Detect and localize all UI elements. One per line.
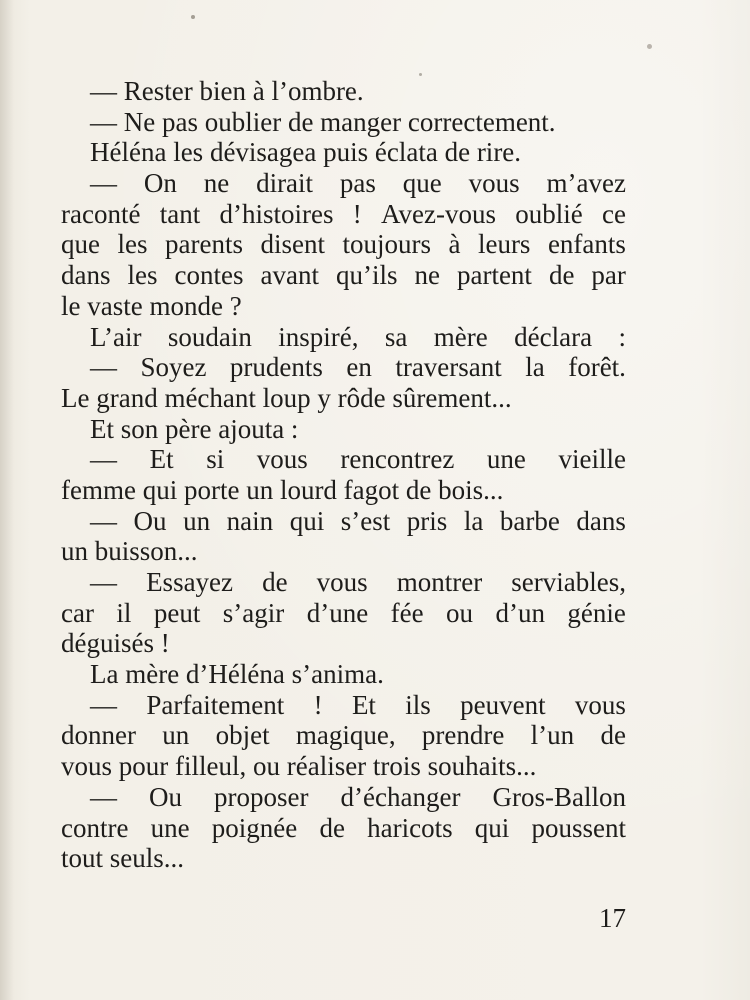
text-line: vous pour filleul, ou réaliser trois souhaits... xyxy=(61,751,537,782)
text-line: donner un objet magique, prendre l’un de xyxy=(61,720,626,751)
text-line: — Rester bien à l’ombre. xyxy=(90,76,364,106)
text-line: que les parents disent toujours à leurs enfants xyxy=(61,229,626,260)
text-line: car il peut s’agir d’une fée ou d’un génie xyxy=(61,597,626,628)
text-line: le vaste monde ? xyxy=(61,290,242,321)
text-line: un buisson... xyxy=(61,536,198,567)
text-line: contre une poignée de haricots qui poussent xyxy=(61,812,626,843)
text-line: raconté tant d’histoires ! Avez-vous oublié ce xyxy=(61,198,626,229)
text-line: — Et si vous rencontrez une vieille xyxy=(90,444,626,475)
text-line: dans les contes avant qu’ils ne partent de par xyxy=(61,260,626,291)
page-body-text xyxy=(61,76,626,874)
text-line: femme qui porte un lourd fagot de bois... xyxy=(61,474,504,505)
text-line: — On ne dirait pas que vous m’avez xyxy=(90,168,626,199)
paper-speck xyxy=(191,15,195,19)
text-line: — Ou proposer d’échanger Gros-Ballon xyxy=(90,781,626,812)
text-line: — Ne pas oublier de manger correctement. xyxy=(90,106,556,137)
text-line: tout seuls... xyxy=(61,843,185,874)
paper-speck xyxy=(647,44,652,49)
text-line: Le grand méchant loup y rôde sûrement... xyxy=(61,382,512,413)
page-gutter-shadow xyxy=(0,0,14,1000)
page-number: 17 xyxy=(599,903,626,933)
text-line: La mère d’Héléna s’anima. xyxy=(90,659,384,690)
text-line: déguisés ! xyxy=(61,628,170,659)
text-line: Et son père ajouta : xyxy=(90,413,299,444)
text-line: — Soyez prudents en traversant la forêt. xyxy=(90,352,626,383)
text-line: Héléna les dévisagea puis éclata de rire. xyxy=(90,137,522,168)
text-line: — Parfaitement ! Et ils peuvent vous xyxy=(90,689,626,720)
text-line: L’air soudain inspiré, sa mère déclara : xyxy=(90,321,626,352)
text-line: — Essayez de vous montrer serviables, xyxy=(90,567,626,597)
text-line: — Ou un nain qui s’est pris la barbe dans xyxy=(90,505,626,536)
